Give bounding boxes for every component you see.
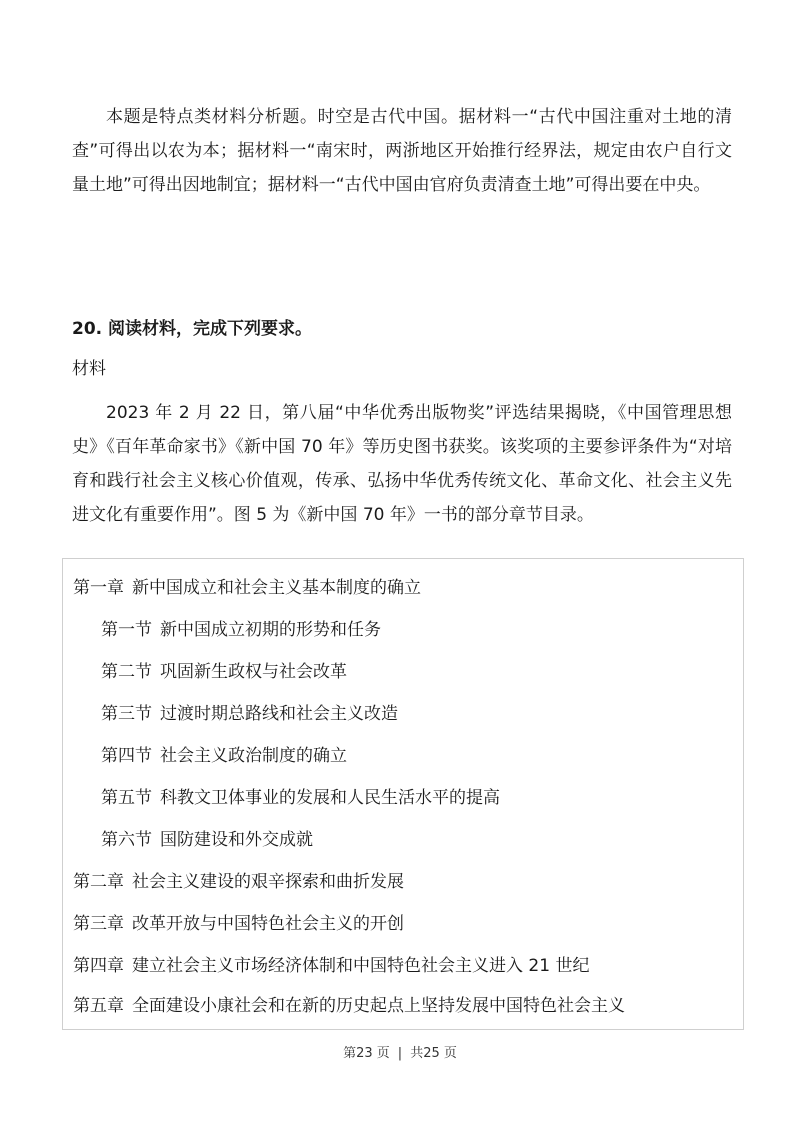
chapter-number: 第五章 [73, 996, 124, 1016]
page-footer [0, 1044, 800, 1064]
toc-section-6 [101, 827, 313, 853]
chapter-title: 建立社会主义市场经济体制和中国特色社会主义进入 21 世纪 [132, 956, 590, 976]
section-title: 科教文卫体事业的发展和人民生活水平的提高 [160, 788, 500, 808]
chapter-title: 新中国成立和社会主义基本制度的确立 [132, 578, 421, 598]
section-title: 巩固新生政权与社会改革 [160, 662, 347, 682]
section-number: 第五节 [101, 788, 152, 808]
footer-separator: | [397, 1046, 403, 1061]
toc-chapter-2 [73, 869, 404, 895]
page-total: 共25 页 [410, 1046, 457, 1061]
chapter-number: 第三章 [73, 914, 124, 934]
page-current: 第23 页 [343, 1046, 390, 1061]
section-title: 过渡时期总路线和社会主义改造 [160, 704, 398, 724]
section-title: 国防建设和外交成就 [160, 830, 313, 850]
section-title: 社会主义政治制度的确立 [160, 746, 347, 766]
toc-section-1 [101, 617, 381, 643]
section-title: 新中国成立初期的形势和任务 [160, 620, 381, 640]
toc-chapter-4 [73, 953, 589, 979]
material-label: 材料 [72, 359, 106, 379]
toc-section-4 [101, 743, 347, 769]
toc-section-3 [101, 701, 398, 727]
toc-chapter-5 [73, 993, 625, 1019]
chapter-number: 第四章 [73, 956, 124, 976]
chapter-title: 改革开放与中国特色社会主义的开创 [132, 914, 404, 934]
material-paragraph: 2023 年 2 月 22 日，第八届“中华优秀出版物奖”评选结果揭晓，《中国管理思想史》《百年革命家书》《新中国 70 年》等历史图书获奖。该奖项的主要参评条件为“对培育和践行社会主义核心价值观，传承、弘扬中华优秀传统文化、革命文化、社会主义先进文化有重要作用”。图 5 为《新中国 70 年》一书的部分章节目录。 [72, 403, 732, 525]
toc-chapter-3 [73, 911, 404, 937]
chapter-number: 第一章 [73, 578, 124, 598]
chapter-number: 第二章 [73, 872, 124, 892]
section-number: 第六节 [101, 830, 152, 850]
intro-paragraph: 本题是特点类材料分析题。时空是古代中国。据材料一“古代中国注重对土地的清查”可得出以农为本；据材料一“南宋时，两浙地区开始推行经界法，规定由农户自行文量土地”可得出因地制宜；据材料一“古代中国由官府负责清查土地”可得出要在中央。 [72, 107, 732, 195]
section-number: 第一节 [101, 620, 152, 640]
chapter-title: 全面建设小康社会和在新的历史起点上坚持发展中国特色社会主义 [132, 996, 625, 1016]
toc-section-5 [101, 785, 500, 811]
table-of-contents [62, 558, 744, 1030]
section-number: 第三节 [101, 704, 152, 724]
section-number: 第四节 [101, 746, 152, 766]
chapter-title: 社会主义建设的艰辛探索和曲折发展 [132, 872, 404, 892]
question-title: 20. 阅读材料，完成下列要求。 [72, 319, 313, 339]
toc-section-2 [101, 659, 347, 685]
toc-chapter-1 [73, 575, 421, 601]
section-number: 第二节 [101, 662, 152, 682]
